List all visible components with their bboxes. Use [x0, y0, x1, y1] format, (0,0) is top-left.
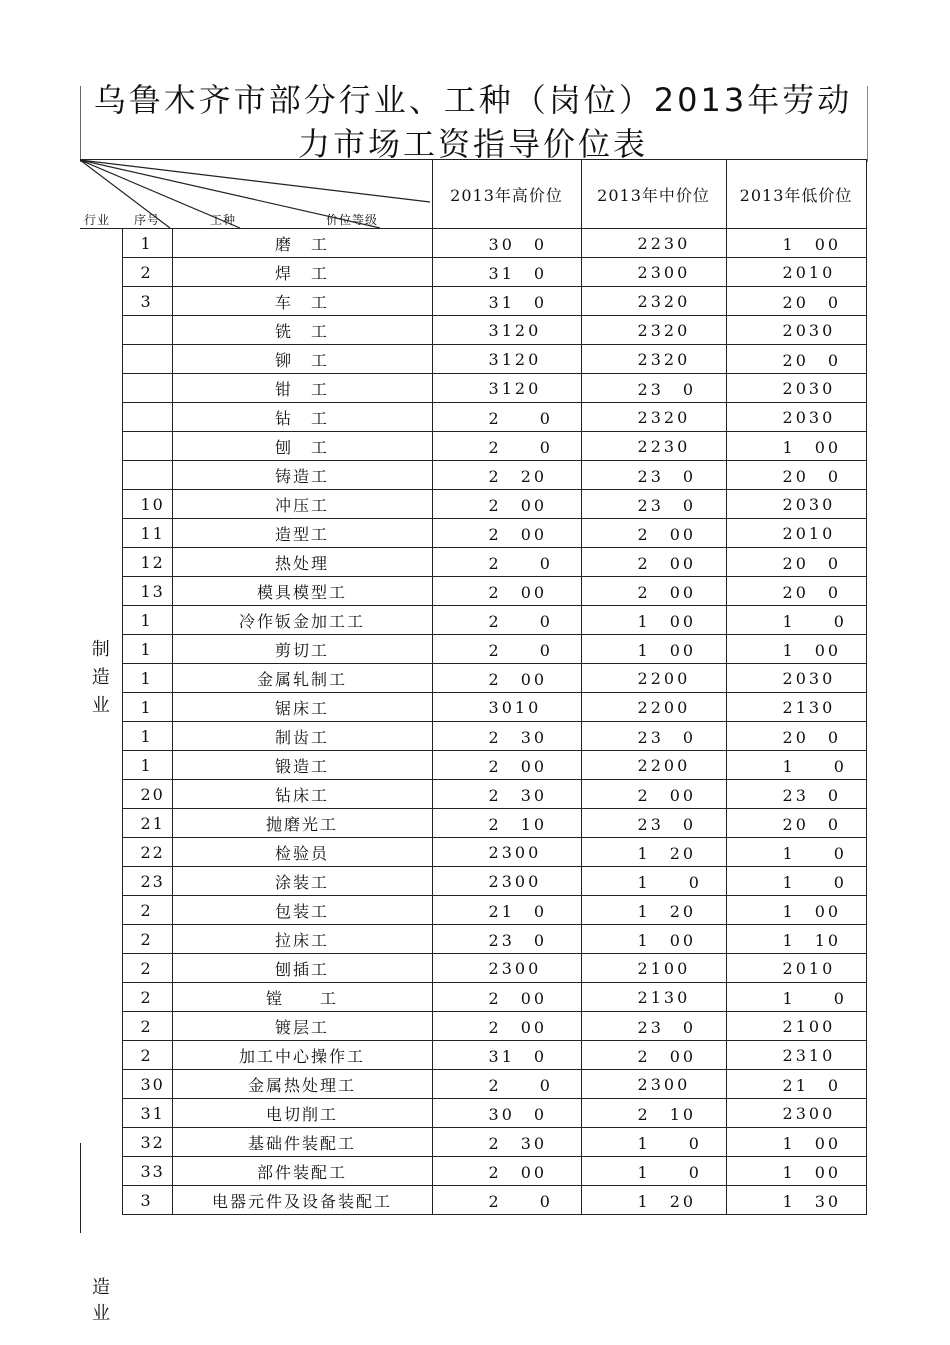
row-job-name: 制齿工 — [172, 722, 432, 751]
row-high-price: 2 0 — [432, 432, 581, 461]
row-low-price: 2100 — [726, 1012, 866, 1041]
row-mid-price: 23 0 — [581, 461, 726, 490]
row-mid-price: 1 0 — [581, 1157, 726, 1186]
row-job-name: 刨插工 — [172, 954, 432, 983]
row-job-name: 剪切工 — [172, 635, 432, 664]
row-index — [122, 345, 172, 374]
row-low-price: 20 0 — [726, 461, 866, 490]
industry-label-char: 业 — [91, 695, 110, 717]
row-low-price: 1 00 — [726, 432, 866, 461]
row-low-price: 2030 — [726, 374, 866, 403]
row-index: 1 — [122, 635, 172, 664]
row-job-name: 部件装配工 — [172, 1157, 432, 1186]
row-job-name: 锯床工 — [172, 693, 432, 722]
row-low-price: 2030 — [726, 316, 866, 345]
diagonal-lines — [80, 160, 432, 228]
row-mid-price: 23 0 — [581, 1012, 726, 1041]
row-high-price: 2 10 — [432, 809, 581, 838]
row-index: 1 — [122, 229, 172, 258]
row-high-price: 2 00 — [432, 664, 581, 693]
row-job-name: 铸造工 — [172, 461, 432, 490]
row-index — [122, 461, 172, 490]
header-industry: 行业 — [84, 213, 111, 227]
industry-label-char: 造 — [92, 1277, 110, 1298]
row-low-price: 2010 — [726, 954, 866, 983]
table-row — [80, 345, 866, 374]
row-index: 12 — [122, 548, 172, 577]
table-row — [80, 664, 866, 693]
diagonal-header-cell — [80, 160, 432, 229]
row-job-name: 冲压工 — [172, 490, 432, 519]
industry-label-char: 业 — [92, 1303, 110, 1324]
row-mid-price: 2320 — [581, 345, 726, 374]
row-low-price: 2300 — [726, 1099, 866, 1128]
row-low-price: 1 0 — [726, 983, 866, 1012]
table-row — [80, 432, 866, 461]
row-index: 1 — [122, 751, 172, 780]
row-high-price: 2 0 — [432, 606, 581, 635]
row-high-price: 2 00 — [432, 577, 581, 606]
row-low-price: 2010 — [726, 258, 866, 287]
row-job-name: 铣 工 — [172, 316, 432, 345]
industry-label-char: 造 — [91, 667, 110, 689]
row-mid-price: 1 20 — [581, 838, 726, 867]
row-mid-price: 2320 — [581, 287, 726, 316]
table-row — [80, 519, 866, 548]
row-high-price: 2 30 — [432, 780, 581, 809]
row-job-name: 镗 工 — [172, 983, 432, 1012]
row-job-name: 拉床工 — [172, 925, 432, 954]
row-high-price: 2 0 — [432, 1070, 581, 1099]
row-high-price: 3010 — [432, 693, 581, 722]
row-index — [122, 374, 172, 403]
row-high-price: 2 00 — [432, 519, 581, 548]
table-row — [80, 1099, 866, 1128]
row-mid-price: 23 0 — [581, 490, 726, 519]
row-index: 2 — [122, 258, 172, 287]
row-low-price: 21 0 — [726, 1070, 866, 1099]
row-mid-price: 2300 — [581, 1070, 726, 1099]
row-mid-price: 2320 — [581, 316, 726, 345]
table-row — [80, 896, 866, 925]
row-high-price: 2 30 — [432, 1128, 581, 1157]
row-low-price: 2130 — [726, 693, 866, 722]
row-index: 30 — [122, 1070, 172, 1099]
row-high-price: 2300 — [432, 867, 581, 896]
table-row — [80, 548, 866, 577]
row-mid-price: 2230 — [581, 432, 726, 461]
row-mid-price: 2 00 — [581, 519, 726, 548]
row-mid-price: 1 00 — [581, 635, 726, 664]
left-border-fragment — [80, 1143, 81, 1233]
header-high: 2013年高价位 — [432, 160, 581, 229]
row-job-name: 热处理 — [172, 548, 432, 577]
industry-cell-2 — [80, 1128, 122, 1215]
table-row — [80, 577, 866, 606]
table-row — [80, 606, 866, 635]
row-high-price: 2 30 — [432, 722, 581, 751]
row-job-name: 钻床工 — [172, 780, 432, 809]
row-index: 32 — [122, 1128, 172, 1157]
row-high-price: 31 0 — [432, 1041, 581, 1070]
row-mid-price: 1 20 — [581, 1186, 726, 1215]
row-index: 1 — [122, 722, 172, 751]
table-row — [80, 751, 866, 780]
row-index: 33 — [122, 1157, 172, 1186]
table-row — [80, 635, 866, 664]
row-index: 13 — [122, 577, 172, 606]
row-high-price: 2 0 — [432, 635, 581, 664]
row-mid-price: 1 20 — [581, 896, 726, 925]
row-job-name: 加工中心操作工 — [172, 1041, 432, 1070]
table-row — [80, 722, 866, 751]
row-index: 21 — [122, 809, 172, 838]
table-row — [80, 229, 866, 258]
row-high-price: 3120 — [432, 316, 581, 345]
row-index: 31 — [122, 1099, 172, 1128]
row-index: 11 — [122, 519, 172, 548]
row-job-name: 磨 工 — [172, 229, 432, 258]
table-row — [80, 1186, 866, 1215]
row-low-price: 2030 — [726, 664, 866, 693]
row-mid-price: 2 00 — [581, 780, 726, 809]
row-job-name: 车 工 — [172, 287, 432, 316]
header-job: 工种 — [210, 213, 237, 227]
row-mid-price: 1 00 — [581, 606, 726, 635]
wage-table-body — [80, 160, 866, 1215]
table-row — [80, 954, 866, 983]
row-job-name: 电切削工 — [172, 1099, 432, 1128]
industry-cell — [80, 229, 122, 1128]
row-job-name: 包装工 — [172, 896, 432, 925]
row-mid-price: 2200 — [581, 751, 726, 780]
row-job-name: 冷作钣金加工工 — [172, 606, 432, 635]
table-row — [80, 287, 866, 316]
row-mid-price: 23 0 — [581, 722, 726, 751]
row-mid-price: 1 0 — [581, 867, 726, 896]
row-index — [122, 432, 172, 461]
row-high-price: 3120 — [432, 374, 581, 403]
header-low: 2013年低价位 — [726, 160, 866, 229]
row-index: 2 — [122, 896, 172, 925]
row-index: 1 — [122, 664, 172, 693]
row-index: 2 — [122, 1012, 172, 1041]
row-low-price: 1 30 — [726, 1186, 866, 1215]
row-job-name: 金属热处理工 — [172, 1070, 432, 1099]
row-high-price: 2 0 — [432, 403, 581, 432]
table-row — [80, 1157, 866, 1186]
row-low-price: 2310 — [726, 1041, 866, 1070]
table-row — [80, 867, 866, 896]
row-index: 2 — [122, 925, 172, 954]
row-high-price: 30 0 — [432, 1099, 581, 1128]
row-low-price: 1 00 — [726, 635, 866, 664]
table-row — [80, 1041, 866, 1070]
row-index — [122, 403, 172, 432]
row-low-price: 1 0 — [726, 606, 866, 635]
row-job-name: 钳 工 — [172, 374, 432, 403]
row-index: 3 — [122, 1186, 172, 1215]
row-job-name: 焊 工 — [172, 258, 432, 287]
row-low-price: 23 0 — [726, 780, 866, 809]
row-high-price: 21 0 — [432, 896, 581, 925]
row-job-name: 镀层工 — [172, 1012, 432, 1041]
row-mid-price: 2320 — [581, 403, 726, 432]
row-mid-price: 2 10 — [581, 1099, 726, 1128]
row-low-price: 20 0 — [726, 287, 866, 316]
row-job-name: 基础件装配工 — [172, 1128, 432, 1157]
row-index: 1 — [122, 693, 172, 722]
row-mid-price: 2200 — [581, 664, 726, 693]
row-mid-price: 2 00 — [581, 1041, 726, 1070]
row-high-price: 2 00 — [432, 1012, 581, 1041]
row-job-name: 造型工 — [172, 519, 432, 548]
row-job-name: 抛磨光工 — [172, 809, 432, 838]
row-high-price: 30 0 — [432, 229, 581, 258]
row-low-price: 1 0 — [726, 838, 866, 867]
row-low-price: 2010 — [726, 519, 866, 548]
header-index: 序号 — [134, 213, 161, 227]
row-mid-price: 23 0 — [581, 374, 726, 403]
row-high-price: 2300 — [432, 954, 581, 983]
row-high-price: 3120 — [432, 345, 581, 374]
row-mid-price: 2230 — [581, 229, 726, 258]
row-low-price: 20 0 — [726, 345, 866, 374]
row-mid-price: 2200 — [581, 693, 726, 722]
row-index: 2 — [122, 983, 172, 1012]
row-high-price: 23 0 — [432, 925, 581, 954]
header-row — [80, 160, 866, 229]
row-high-price: 2 00 — [432, 751, 581, 780]
row-low-price: 1 10 — [726, 925, 866, 954]
row-index: 10 — [122, 490, 172, 519]
row-mid-price: 1 00 — [581, 925, 726, 954]
row-high-price: 2 00 — [432, 1157, 581, 1186]
row-low-price: 20 0 — [726, 722, 866, 751]
row-job-name: 金属轧制工 — [172, 664, 432, 693]
industry-label-continued — [92, 1275, 110, 1327]
row-index: 20 — [122, 780, 172, 809]
row-job-name: 电器元件及设备装配工 — [172, 1186, 432, 1215]
row-mid-price: 2300 — [581, 258, 726, 287]
row-low-price: 1 0 — [726, 751, 866, 780]
row-job-name: 检验员 — [172, 838, 432, 867]
table-row — [80, 693, 866, 722]
row-high-price: 31 0 — [432, 258, 581, 287]
table-row — [80, 461, 866, 490]
table-row — [80, 403, 866, 432]
row-job-name: 刨 工 — [172, 432, 432, 461]
row-mid-price: 2100 — [581, 954, 726, 983]
row-index: 2 — [122, 954, 172, 983]
row-high-price: 2300 — [432, 838, 581, 867]
row-index: 2 — [122, 1041, 172, 1070]
row-low-price: 2030 — [726, 490, 866, 519]
row-job-name: 模具模型工 — [172, 577, 432, 606]
row-mid-price: 23 0 — [581, 809, 726, 838]
row-mid-price: 1 0 — [581, 1128, 726, 1157]
row-index: 23 — [122, 867, 172, 896]
row-low-price: 1 00 — [726, 229, 866, 258]
table-row — [80, 490, 866, 519]
row-low-price: 1 00 — [726, 1128, 866, 1157]
row-low-price: 2030 — [726, 403, 866, 432]
row-high-price: 2 0 — [432, 548, 581, 577]
table-row — [80, 838, 866, 867]
table-row — [80, 809, 866, 838]
row-low-price: 1 00 — [726, 896, 866, 925]
row-high-price: 2 00 — [432, 490, 581, 519]
row-high-price: 2 20 — [432, 461, 581, 490]
table-row — [80, 925, 866, 954]
industry-label-char: 制 — [91, 639, 110, 661]
row-high-price: 2 00 — [432, 983, 581, 1012]
row-mid-price: 2 00 — [581, 577, 726, 606]
row-low-price: 1 00 — [726, 1157, 866, 1186]
row-mid-price: 2 00 — [581, 548, 726, 577]
row-low-price: 20 0 — [726, 577, 866, 606]
header-level: 价位等级 — [326, 213, 379, 227]
row-job-name: 钻 工 — [172, 403, 432, 432]
table-row — [80, 1070, 866, 1099]
row-low-price: 20 0 — [726, 548, 866, 577]
table-row — [80, 780, 866, 809]
wage-table — [80, 159, 867, 1215]
row-job-name: 涂装工 — [172, 867, 432, 896]
row-index: 3 — [122, 287, 172, 316]
row-index: 22 — [122, 838, 172, 867]
table-row — [80, 258, 866, 287]
table-row — [80, 316, 866, 345]
row-index — [122, 316, 172, 345]
table-row — [80, 374, 866, 403]
table-row — [80, 1012, 866, 1041]
header-mid: 2013年中价位 — [581, 160, 726, 229]
row-low-price: 20 0 — [726, 809, 866, 838]
table-row — [80, 983, 866, 1012]
table-row — [80, 1128, 866, 1157]
page-title: 乌鲁木齐市部分行业、工种（岗位）2013年劳动力市场工资指导价位表 — [93, 81, 853, 163]
row-index: 1 — [122, 606, 172, 635]
row-high-price: 31 0 — [432, 287, 581, 316]
row-mid-price: 2130 — [581, 983, 726, 1012]
row-job-name: 锻造工 — [172, 751, 432, 780]
row-high-price: 2 0 — [432, 1186, 581, 1215]
row-job-name: 铆 工 — [172, 345, 432, 374]
row-low-price: 1 0 — [726, 867, 866, 896]
